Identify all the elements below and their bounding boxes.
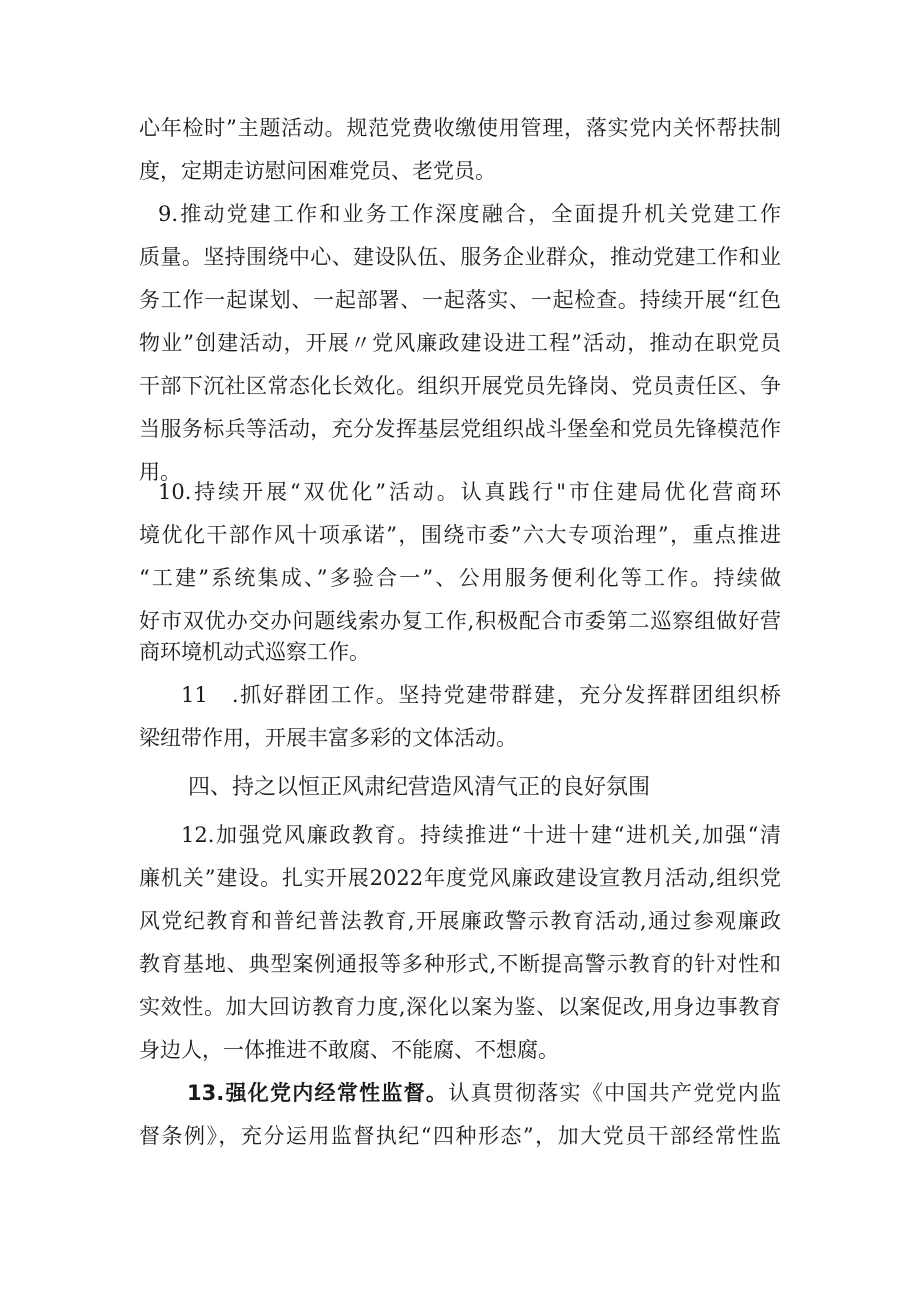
paragraph-9-line-1: 9.推动党建工作和业务工作深度融合，全面提升机关党建工作 bbox=[158, 202, 781, 226]
paragraph-9-line-2: 质量。坚持围绕中心、建设队伍、服务企业群众，推动党建工作和业 bbox=[139, 245, 781, 269]
paragraph-9-line-4: 物业”创建活动，开展〃党风廉政建设进工程”活动，推动在职党员 bbox=[139, 331, 781, 355]
paragraph-10-line-5: 商环境机动式巡察工作。 bbox=[139, 640, 370, 664]
paragraph-13-line-2: 督条例》，充分运用监督执纪“四种形态”，加大党员干部经常性监 bbox=[139, 1124, 781, 1148]
paragraph-12-line-5: 实效性。加大回访教育力度,深化以案为鉴、以案促改,用身边事教育 bbox=[139, 995, 781, 1019]
paragraph-12-line-1: 12.加强党风廉政教育。持续推进“十进十建“进机关,加强“清 bbox=[181, 823, 781, 847]
paragraph-8-line-2: 度，定期走访慰问困难党员、老党员。 bbox=[139, 159, 496, 183]
paragraph-9-line-6: 当服务标兵等活动，充分发挥基层党组织战斗堡垒和党员先锋模范作 bbox=[139, 417, 781, 441]
paragraph-11-line-2: 梁纽带作用，开展丰富多彩的文体活动。 bbox=[139, 726, 517, 750]
section-heading-4: 四、持之以恒正风肃纪营造风清气正的良好氛围 bbox=[188, 775, 651, 800]
paragraph-11-line-1: 11 .抓好群团工作。坚持党建带群建，充分发挥群团组织桥 bbox=[181, 683, 781, 707]
paragraph-9-line-5: 干部下沉社区常态化长效化。组织开展党员先锋岗、党员责任区、争 bbox=[139, 374, 781, 398]
paragraph-12-line-3: 风党纪教育和普纪普法教育,开展廉政警示教育活动,通过参观廉政 bbox=[139, 909, 781, 933]
paragraph-8-line-1: 心年检时”主题活动。规范党费收缴使用管理，落实党内关怀帮扶制 bbox=[139, 116, 781, 140]
paragraph-12-line-2: 廉机关”建设。扎实开展2022年度党风廉政建设宣教月活动,组织党 bbox=[139, 866, 781, 890]
paragraph-9-line-7: 用。 bbox=[139, 460, 181, 484]
paragraph-13-line-1 bbox=[187, 1078, 781, 1108]
paragraph-10-line-2: 境优化干部作风十项承诺”，围绕市委”六大专项治理”，重点推进 bbox=[139, 523, 781, 547]
paragraph-9-line-3: 务工作一起谋划、一起部署、一起落实、一起检查。持续开展“红色 bbox=[139, 288, 781, 312]
paragraph-10-line-4: 好市双优办交办问题线索办复工作,积极配合市委第二巡察组做好营 bbox=[139, 609, 781, 633]
paragraph-10-line-3: “工建”系统集成、”多验合一”、公用服务便利化等工作。持续做 bbox=[139, 566, 781, 590]
paragraph-12-line-6: 身边人，一体推进不敢腐、不能腐、不想腐。 bbox=[139, 1038, 559, 1062]
paragraph-13-text: 认真贯彻落实《中国共产党党内监 bbox=[448, 1081, 781, 1105]
paragraph-10-line-1: 10.持续开展“双优化”活动。认真践行"市住建局优化营商环 bbox=[158, 480, 781, 504]
paragraph-12-line-4: 教育基地、典型案例通报等多种形式,不断提高警示教育的针对性和 bbox=[139, 952, 781, 976]
paragraph-13-lead: 13.强化党内经常性监督。 bbox=[187, 1081, 449, 1105]
